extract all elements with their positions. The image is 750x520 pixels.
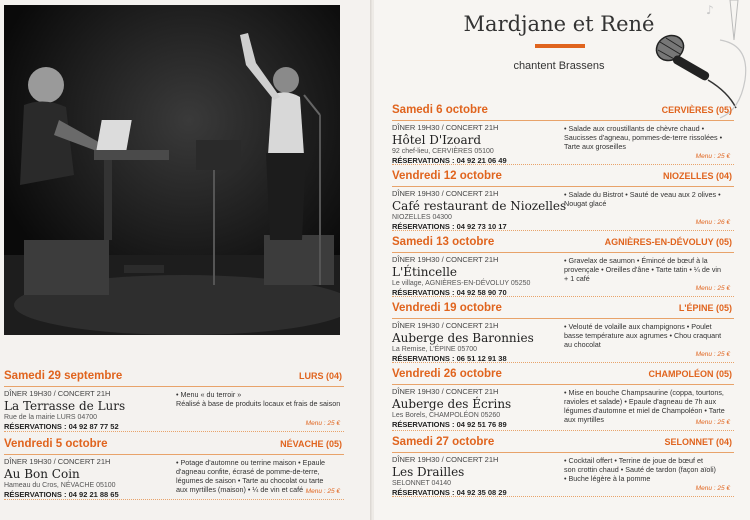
- event-reservation: RÉSERVATIONS : 04 92 51 76 89: [392, 420, 507, 429]
- event-address: Le village, AGNIÈRES-EN-DÉVOLUY 05250: [392, 280, 531, 287]
- event-price: Menu : 25 €: [695, 485, 730, 492]
- menu-line: aux myrtilles (maison) • ¼ de vin et café: [176, 485, 304, 494]
- event-time: DÎNER 19H30 / CONCERT 21H: [392, 189, 499, 198]
- event-time: DÎNER 19H30 / CONCERT 21H: [392, 387, 499, 396]
- event-location: CERVIÈRES (05): [661, 105, 732, 115]
- menu-line: • Velouté de volaille aux champignons • Poulet: [564, 322, 712, 331]
- event-location: NIOZELLES (04): [662, 171, 732, 181]
- event-price: Menu : 25 €: [305, 420, 340, 427]
- event-time: DÎNER 19H30 / CONCERT 21H: [392, 123, 499, 132]
- event-time: DÎNER 19H30 / CONCERT 21H: [392, 321, 499, 330]
- event-menu: [564, 322, 734, 349]
- menu-line: son crottin chaud • Sauté de tardon (façon aïoli): [564, 465, 716, 474]
- event-lurs: [4, 370, 344, 431]
- event-reservation: RÉSERVATIONS : 04 92 58 90 70: [392, 288, 507, 297]
- event-date: Vendredi 12 octobre: [392, 170, 502, 182]
- event-date: Vendredi 19 octobre: [392, 302, 502, 314]
- dotted-divider: [392, 362, 734, 363]
- dotted-divider: [392, 164, 734, 165]
- menu-line: provençale • Oreilles d'âne • Tarte tatin • ¼ de vin: [564, 265, 722, 274]
- menu-line: • Menu « du terroir »: [176, 390, 242, 399]
- event-time: DÎNER 19H30 / CONCERT 21H: [392, 255, 499, 264]
- event-location: LURS (04): [298, 371, 342, 381]
- dotted-divider: [4, 431, 344, 432]
- event-venue: Auberge des Écrins: [392, 397, 512, 411]
- page-subtitle: chantent Brassens: [513, 60, 605, 72]
- event-price: Menu : 25 €: [695, 351, 730, 358]
- menu-line: • Salade du Bistrot • Sauté de veau aux 2 olives •: [564, 190, 721, 199]
- dotted-divider: [392, 496, 734, 497]
- event-location: CHAMPOLÉON (05): [648, 369, 732, 379]
- event-reservation: RÉSERVATIONS : 04 92 21 06 49: [392, 156, 507, 165]
- event-address: SELONNET 04140: [392, 480, 452, 487]
- dotted-divider: [392, 296, 734, 297]
- event-location: SELONNET (04): [664, 437, 732, 447]
- menu-line: Tarte aux groseilles: [564, 142, 626, 151]
- event-venue: Les Drailles: [392, 465, 465, 479]
- menu-line: légumes d'automne et miel de Champoléon • Tarte: [564, 406, 725, 415]
- event-address: Rue de la mairie LURS 04700: [4, 414, 97, 421]
- event-venue: L'Étincelle: [392, 265, 458, 279]
- event-lepine: [392, 302, 734, 363]
- event-venue: La Terrasse de Lurs: [4, 399, 126, 413]
- menu-line: Nougat glacé: [564, 199, 607, 208]
- event-venue: Hôtel D'Izoard: [392, 133, 482, 147]
- menu-line: aux myrtilles: [564, 415, 604, 424]
- event-venue: Auberge des Baronnies: [392, 331, 534, 345]
- svg-text:♪: ♪: [706, 3, 714, 17]
- event-reservation: RÉSERVATIONS : 04 92 35 08 29: [392, 488, 507, 497]
- event-reservation: RÉSERVATIONS : 04 92 21 88 65: [4, 490, 119, 499]
- event-date: Samedi 13 octobre: [392, 236, 495, 248]
- event-location: NÉVACHE (05): [280, 439, 342, 449]
- menu-line: ravioles et salade) • Epaule d'agneau de 7h aux: [564, 397, 717, 406]
- event-selonnet: [392, 436, 734, 497]
- event-price: Menu : 25 €: [695, 285, 730, 292]
- event-menu: [564, 190, 734, 208]
- menu-line: • Gravelax de saumon • Émincé de bœuf à la: [564, 256, 708, 265]
- event-time: DÎNER 19H30 / CONCERT 21H: [4, 457, 111, 466]
- event-address: Hameau du Cros, NÉVACHE 05100: [4, 482, 116, 489]
- event-cervieres: [392, 104, 734, 165]
- menu-line: • Potage d'automne ou terrine maison • Epaule: [176, 458, 326, 467]
- event-address: Les Borels, CHAMPOLÉON 05260: [392, 412, 501, 419]
- menu-line: • Cocktail offert • Terrine de joue de bœuf et: [564, 456, 704, 465]
- event-time: DÎNER 19H30 / CONCERT 21H: [4, 389, 111, 398]
- event-date: Samedi 29 septembre: [4, 370, 123, 382]
- event-address: NIOZELLES 04300: [392, 214, 452, 221]
- title-underline: [535, 44, 585, 48]
- event-menu: [176, 390, 344, 408]
- menu-line: Saucisses d'agneau, pommes-de-terre rissolées •: [564, 133, 723, 142]
- event-menu: [564, 124, 734, 151]
- menu-line: au chocolat: [564, 340, 601, 349]
- event-date: Samedi 27 octobre: [392, 436, 495, 448]
- event-location: L'ÉPINE (05): [678, 303, 732, 313]
- menu-line: légumes de saison • Tarte au chocolat ou tarte: [176, 476, 324, 485]
- menu-line: d'agneau confite, écrasé de pomme-de-terre,: [176, 467, 320, 476]
- event-venue: Au Bon Coin: [4, 467, 80, 481]
- event-reservation: RÉSERVATIONS : 06 51 12 91 38: [392, 354, 507, 363]
- page-title: Mardjane et René: [463, 12, 655, 36]
- event-price: Menu : 25 €: [305, 488, 340, 495]
- event-reservation: RÉSERVATIONS : 04 92 87 77 52: [4, 422, 119, 431]
- concert-photo: [4, 5, 340, 335]
- event-nevache: [4, 438, 344, 499]
- event-location: AGNIÈRES-EN-DÉVOLUY (05): [604, 237, 732, 247]
- dotted-divider: [392, 430, 734, 431]
- event-niozelles: [392, 170, 734, 231]
- event-reservation: RÉSERVATIONS : 04 92 73 10 17: [392, 222, 507, 231]
- event-menu: [564, 256, 734, 283]
- left-page: [0, 0, 372, 520]
- menu-line: + 1 café: [564, 274, 590, 283]
- concert-photo-illustration: [4, 5, 340, 335]
- event-venue: Café restaurant de Niozelles: [392, 199, 567, 213]
- event-date: Vendredi 26 octobre: [392, 368, 502, 380]
- dotted-divider: [392, 230, 734, 231]
- event-price: Menu : 26 €: [695, 219, 730, 226]
- event-address: La Remise, L'ÉPINE 05700: [392, 346, 477, 353]
- event-agnieres: [392, 236, 734, 297]
- event-menu: [564, 456, 734, 483]
- menu-line: basse température aux agrumes • Chou craquant: [564, 331, 722, 340]
- event-date: Samedi 6 octobre: [392, 104, 488, 116]
- menu-line: • Salade aux croustillants de chèvre chaud •: [564, 124, 705, 133]
- event-date: Vendredi 5 octobre: [4, 438, 108, 450]
- menu-line: • Buche légère à la pomme: [564, 474, 651, 483]
- menu-line: • Mise en bouche Champsaurine (coppa, tourtons,: [564, 388, 724, 397]
- event-time: DÎNER 19H30 / CONCERT 21H: [392, 455, 499, 464]
- event-price: Menu : 25 €: [695, 419, 730, 426]
- dotted-divider: [4, 499, 344, 500]
- event-price: Menu : 25 €: [695, 153, 730, 160]
- event-champoleon: [392, 368, 734, 429]
- event-address: 92 chef-lieu, CERVIÈRES 05100: [392, 148, 494, 155]
- menu-line: Réalisé à base de produits locaux et frais de saison: [176, 399, 341, 408]
